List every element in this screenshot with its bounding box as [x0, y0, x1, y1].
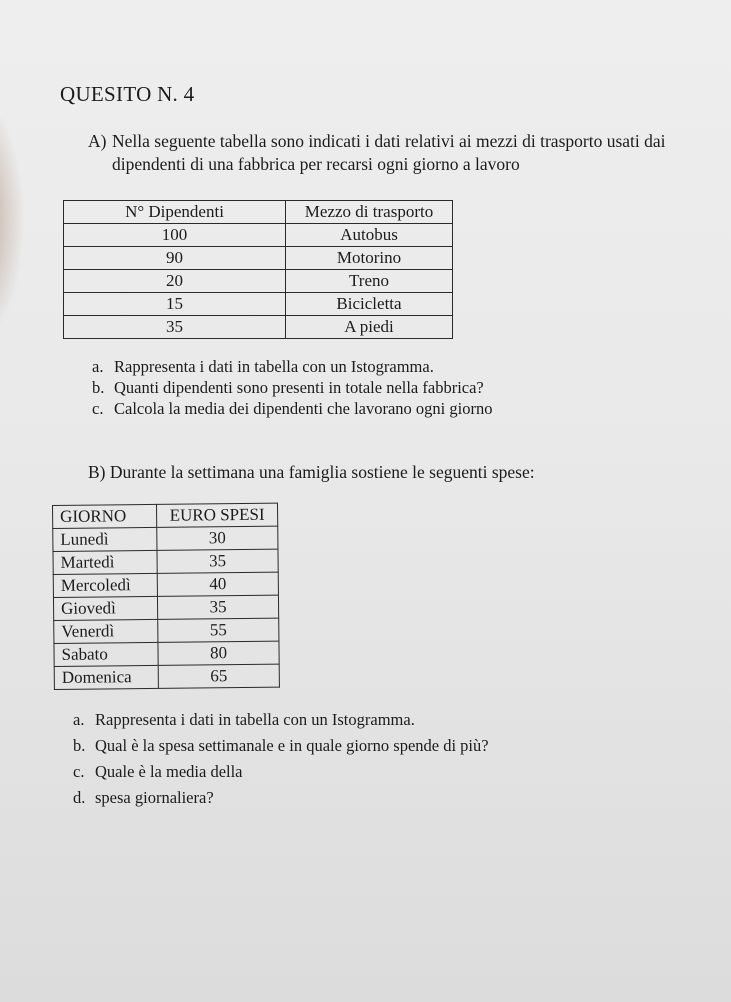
table-cell: Bicicletta — [286, 293, 453, 316]
table-row — [53, 526, 278, 551]
part-a-intro-line1: Nella seguente tabella sono indicati i dati relativi ai mezzi di trasporto usati dai — [112, 131, 666, 151]
question-letter: a. — [73, 710, 85, 729]
question-c — [92, 399, 492, 419]
table-cell: A piedi — [286, 316, 453, 339]
table-cell: Domenica — [54, 665, 158, 689]
table-cell: Treno — [286, 270, 453, 293]
question-b-b — [73, 736, 489, 756]
table-cell: 100 — [64, 224, 286, 247]
question-text: Rappresenta i dati in tabella con un Istogramma. — [95, 710, 415, 729]
paper-shadow — [0, 90, 25, 350]
question-text: Rappresenta i dati in tabella con un Istogramma. — [114, 357, 434, 376]
table-cell: Motorino — [286, 247, 453, 270]
question-letter: d. — [73, 788, 86, 807]
part-a-label: A) — [88, 131, 107, 151]
table-row — [54, 641, 279, 666]
question-letter: b. — [92, 378, 105, 397]
header-cell: Mezzo di trasporto — [286, 201, 453, 224]
question-a — [92, 357, 434, 377]
table-cell: Venerdì — [54, 619, 158, 643]
table-row — [54, 664, 279, 689]
question-b — [92, 378, 484, 398]
part-a-intro-line2: dipendenti di una fabbrica per recarsi ogni giorno a lavoro — [112, 154, 520, 174]
table-row — [64, 224, 453, 247]
table-header-row — [53, 503, 278, 528]
part-b-intro: B) Durante la settimana una famiglia sostiene le seguenti spese: — [88, 462, 535, 482]
table-row — [64, 316, 453, 339]
table-cell: Giovedì — [53, 596, 157, 620]
table-row — [53, 549, 278, 574]
table-cell: Lunedì — [53, 527, 157, 551]
table-row — [64, 247, 453, 270]
table-cell: Mercoledì — [53, 573, 157, 597]
table-cell: 35 — [157, 595, 278, 619]
table-row — [54, 618, 279, 643]
table-cell: Sabato — [54, 642, 158, 666]
page-title: QUESITO N. 4 — [60, 82, 195, 106]
table-cell: 35 — [64, 316, 286, 339]
expenses-table — [52, 503, 280, 690]
table-header-row — [64, 201, 453, 224]
header-cell: GIORNO — [53, 504, 157, 528]
table-cell: 55 — [158, 618, 279, 642]
table-cell: 40 — [157, 572, 278, 596]
question-b-a — [73, 710, 415, 730]
table-cell: Martedì — [53, 550, 157, 574]
table-cell: 35 — [157, 549, 278, 573]
table-cell: Autobus — [286, 224, 453, 247]
table-cell: 65 — [158, 664, 279, 688]
table-row — [64, 270, 453, 293]
question-text: Calcola la media dei dipendenti che lavorano ogni giorno — [114, 399, 493, 418]
question-text: Quale è la media della — [95, 762, 243, 781]
question-text: spesa giornaliera? — [95, 788, 214, 807]
question-letter: a. — [92, 357, 104, 376]
table-cell: 30 — [157, 526, 278, 550]
question-letter: b. — [73, 736, 86, 755]
question-b-d — [73, 788, 214, 808]
table-cell: 80 — [158, 641, 279, 665]
table-cell: 20 — [64, 270, 286, 293]
question-letter: c. — [92, 399, 104, 418]
table-row — [53, 595, 278, 620]
table-row — [64, 293, 453, 316]
question-text: Quanti dipendenti sono presenti in totale nella fabbrica? — [114, 378, 484, 397]
table-row — [53, 572, 278, 597]
header-cell: EURO SPESI — [156, 503, 277, 527]
question-text: Qual è la spesa settimanale e in quale giorno spende di più? — [95, 736, 489, 755]
table-cell: 90 — [64, 247, 286, 270]
question-b-c — [73, 762, 243, 782]
transport-table — [63, 200, 453, 339]
question-letter: c. — [73, 762, 85, 781]
header-cell: N° Dipendenti — [64, 201, 286, 224]
table-cell: 15 — [64, 293, 286, 316]
